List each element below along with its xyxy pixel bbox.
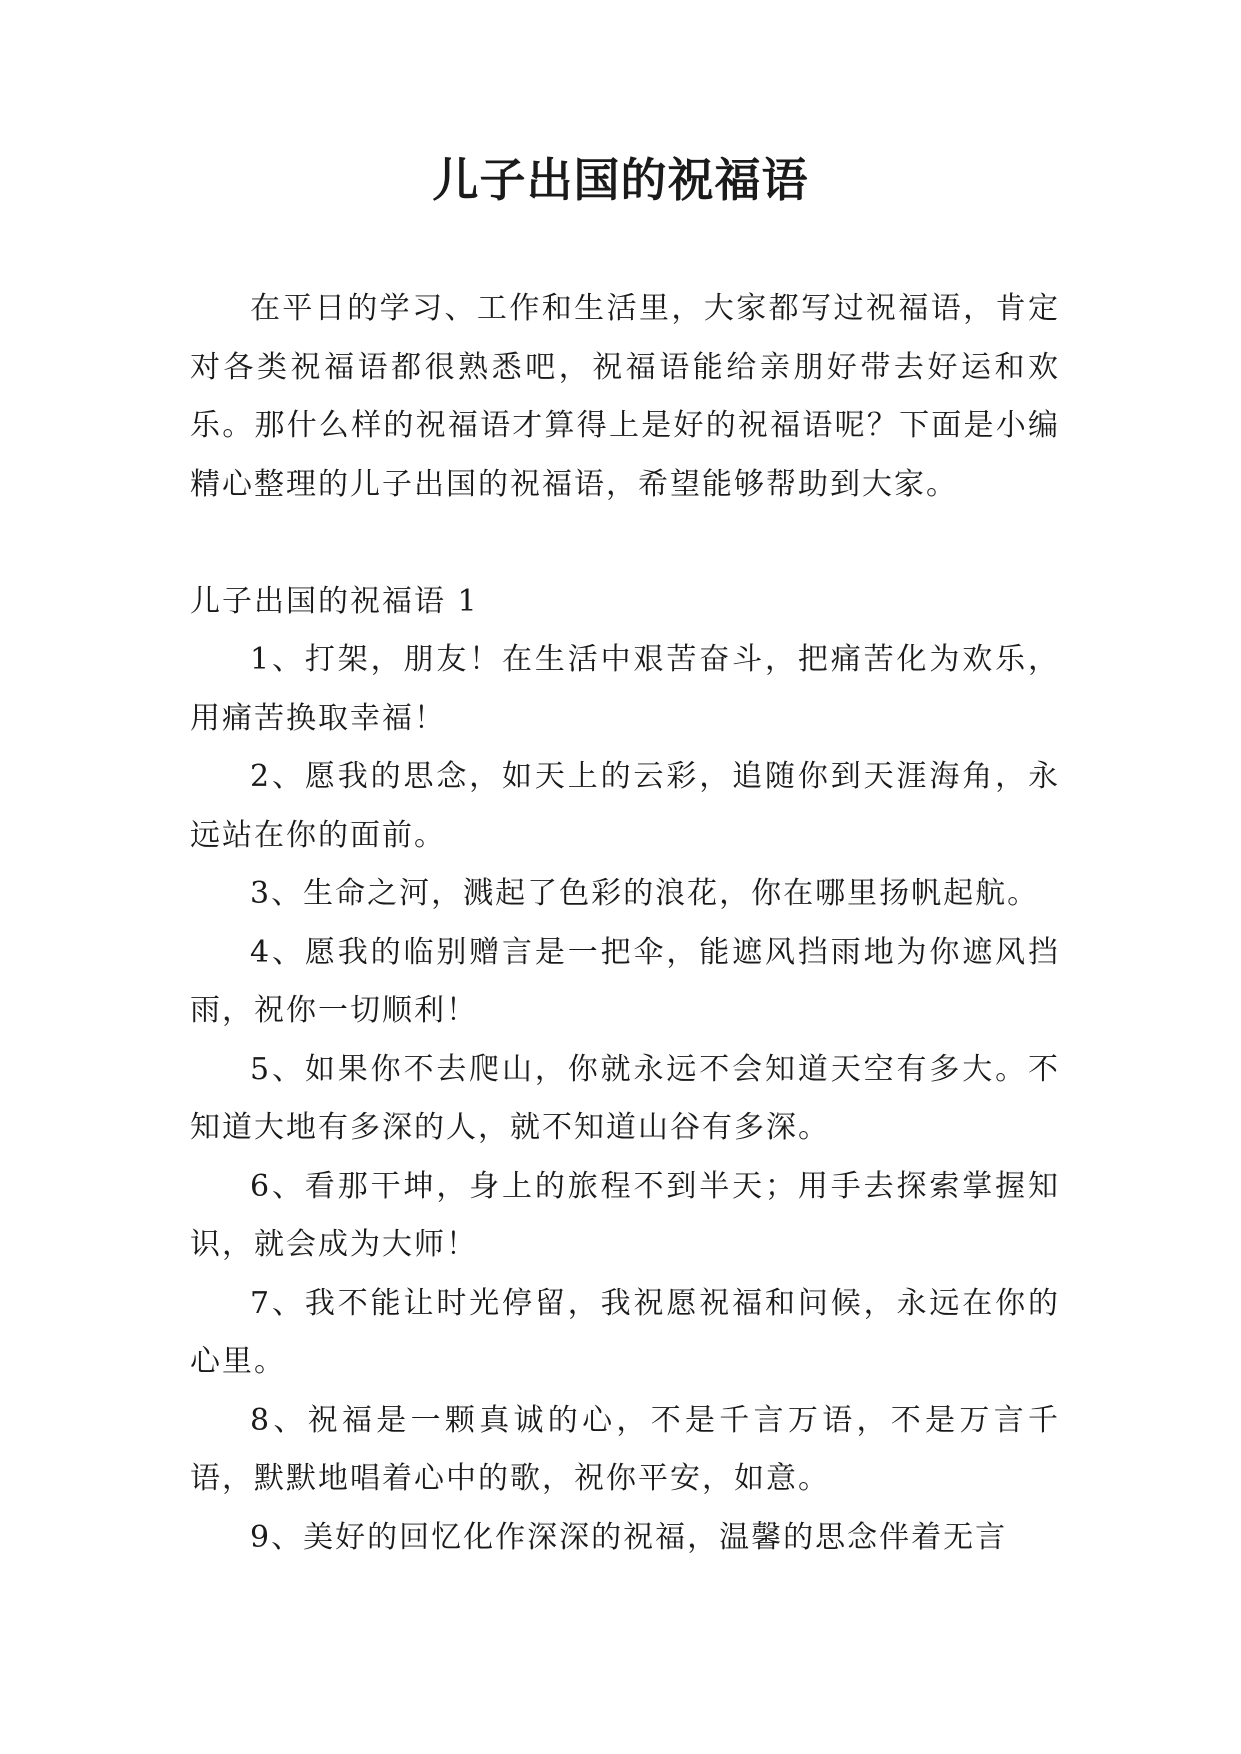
list-item: 4、愿我的临别赠言是一把伞，能遮风挡雨地为你遮风挡雨，祝你一切顺利！ (190, 934, 1060, 1028)
intro-paragraph: 在平日的学习、工作和生活里，大家都写过祝福语，肯定对各类祝福语都很熟悉吧，祝福语能给亲朋好带去好运和欢乐。那什么样的祝福语才算得上是好的祝福语呢？下面是小编精心整理的儿子出国的祝福语，希望能够帮助到大家。 (190, 291, 1060, 502)
list-item: 2、愿我的思念，如天上的云彩，追随你到天涯海角，永远站在你的面前。 (190, 759, 1060, 853)
list-item: 8、祝福是一颗真诚的心，不是千言万语，不是万言千语，默默地唱着心中的歌，祝你平安，如意。 (190, 1402, 1060, 1496)
section-heading: 儿子出国的祝福语 1 (190, 583, 479, 619)
list-item: 1、打架，朋友！在生活中艰苦奋斗，把痛苦化为欢乐，用痛苦换取幸福！ (190, 642, 1060, 736)
list-item: 9、美好的回忆化作深深的祝福，温馨的思念伴着无言 (250, 1519, 1008, 1555)
list-item: 5、如果你不去爬山，你就永远不会知道天空有多大。不知道大地有多深的人，就不知道山谷有多深。 (190, 1051, 1060, 1145)
list-item: 7、我不能让时光停留，我祝愿祝福和问候，永远在你的心里。 (190, 1285, 1060, 1379)
document-title: 儿子出国的祝福语 (432, 153, 809, 207)
list-item: 6、看那干坤，身上的旅程不到半天；用手去探索掌握知识，就会成为大师！ (190, 1168, 1060, 1262)
document-body (190, 280, 1060, 1567)
list-item: 3、生命之河，溅起了色彩的浪花，你在哪里扬帆起航。 (250, 876, 1040, 911)
